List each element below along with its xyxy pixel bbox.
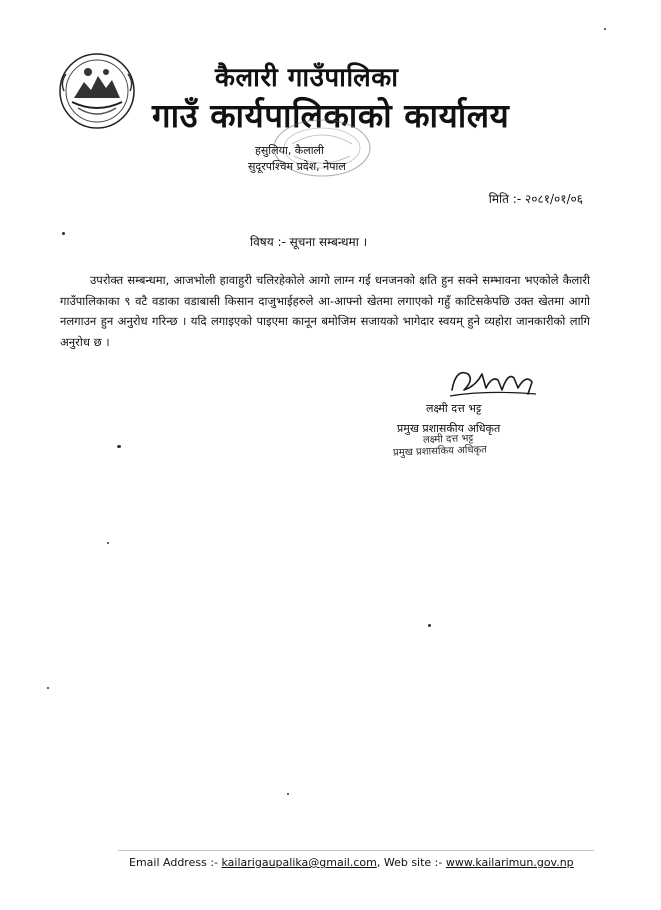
signature-icon: [446, 360, 541, 404]
office-name: गाउँ कार्यपालिकाको कार्यालय: [152, 96, 510, 135]
scan-speck: [428, 624, 431, 627]
email-link[interactable]: kailarigaupalika@gmail.com: [221, 856, 377, 869]
scan-speck: [287, 793, 289, 795]
signatory-title: प्रमुख प्रशासकीय अधिकृत: [397, 422, 501, 435]
scan-speck: [107, 542, 109, 544]
scan-speck: [604, 28, 606, 30]
scan-speck: [117, 445, 121, 448]
notice-body-text: उपरोक्त सम्बन्धमा, आजभोली हावाहुरी चलिरहेकोले आगो लाग्न गई धनजनको क्षति हुन सक्ने सम्भावना भएकोले कैलारी गाउँपालिकाका ९ वटै वडाका वडाबासी किसान दाजुभाईहरुले आ-आफ्नो खेतमा लगाएको गहुँ काटिसकेपछि उक्त खेतमा आगो नलगाउन हुन अनुरोध गरिन्छ । यदि लगाइएको पाइएमा कानून बमोजिम सजायको भागेदार स्वयम् हुने व्यहोरा जानकारीको लागि अनुरोध छ ।: [60, 273, 590, 349]
subject-line: विषय :- सूचना सम्बन्धमा ।: [250, 235, 368, 249]
address-line-1: हसुलिया, कैलाली: [255, 144, 324, 157]
address-line-2: सुदूरपश्चिम प्रदेश, नेपाल: [248, 160, 346, 173]
footer-contact: [129, 856, 574, 869]
footer-divider: [118, 850, 594, 851]
date-line: मिति :- २०८१/०१/०६: [488, 192, 583, 206]
notice-body: [60, 270, 590, 352]
website-label: , Web site :-: [376, 856, 443, 869]
website-link[interactable]: www.kailarimun.gov.np: [445, 856, 574, 869]
email-label: Email Address :-: [129, 856, 218, 869]
stamp-signatory-title: प्रमुख प्रशासकिय अधिकृत: [392, 444, 488, 459]
scan-speck: [62, 232, 65, 235]
government-emblem-icon: [58, 52, 136, 130]
signatory-name: लक्ष्मी दत्त भट्ट: [426, 402, 482, 415]
org-name: कैलारी गाउँपालिका: [215, 63, 399, 93]
scan-speck: [47, 687, 49, 689]
stamp-signatory-name: लक्ष्मी दत्त भट्ट: [422, 433, 474, 446]
